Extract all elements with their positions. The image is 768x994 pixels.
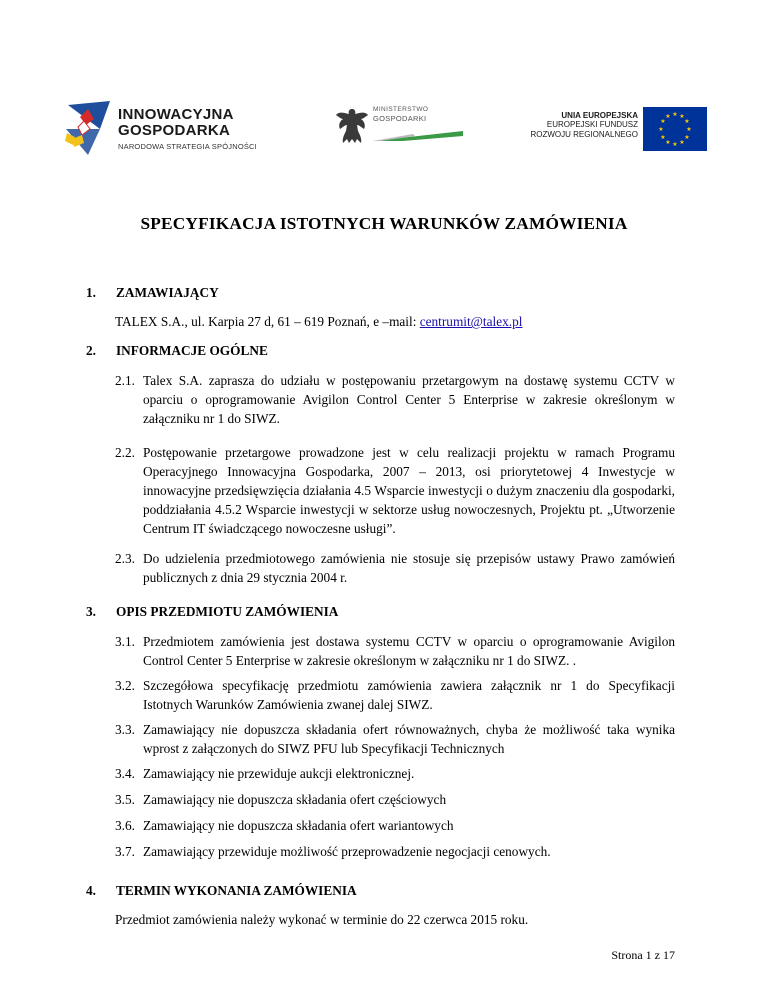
eu-logo-text — [530, 111, 638, 140]
item-text: Do udzielenia przedmiotowego zamówienia nie stosuje się przepisów ustawy Prawo zamówień publicznych z dnia 29 stycznia 2004 r. — [143, 551, 675, 585]
item-number: 3.3. — [115, 722, 135, 737]
item-text: Zamawiający przewiduje możliwość przeprowadzenie negocjacji cenowych. — [143, 844, 551, 859]
item-number: 2.1. — [115, 373, 135, 388]
section-number: 2. — [86, 343, 96, 358]
item-text: Zamawiający nie dopuszcza składania ofert wariantowych — [143, 818, 454, 833]
ministry-logo — [333, 105, 463, 149]
ig-logo-line1: INNOWACYJNA — [118, 106, 234, 123]
document-title: SPECYFIKACJA ISTOTNYCH WARUNKÓW ZAMÓWIENIA — [140, 214, 628, 233]
item-number: 3.1. — [115, 634, 135, 649]
svg-text:★: ★ — [684, 134, 690, 141]
eu-line1: UNIA EUROPEJSKA — [561, 111, 638, 120]
section-heading-text: TERMIN WYKONANIA ZAMÓWIENIA — [116, 883, 357, 898]
list-item — [115, 676, 675, 714]
list-item — [115, 790, 675, 809]
item-number: 3.7. — [115, 844, 135, 859]
company-address: TALEX S.A., ul. Karpia 27 d, 61 – 619 Poznań, e –mail: — [115, 314, 420, 329]
eu-line3: ROZWOJU REGIONALNEGO — [530, 130, 638, 139]
ministry-stripe-icon — [373, 127, 463, 141]
item-text: Zamawiający nie przewiduje aukcji elektronicznej. — [143, 766, 415, 781]
section-heading-text: ZAMAWIAJĄCY — [116, 285, 219, 300]
svg-text:★: ★ — [660, 118, 666, 125]
header-logos — [0, 95, 768, 165]
item-number: 3.6. — [115, 818, 135, 833]
item-text: Szczegółowa specyfikację przedmiotu zamówienia zawiera załącznik nr 1 do Specyfikacji Istotnych Warunków Zamówienia zwanej dalej SIWZ. — [143, 678, 675, 712]
list-item — [115, 720, 675, 758]
svg-text:★: ★ — [665, 113, 671, 120]
item-text: Postępowanie przetargowe prowadzone jest w celu realizacji projektu w ramach Programu Operacyjnego Innowacyjna Gospodarka, 2007 – 2013, osi priorytetowej 4 Inwestycje w innowacyjne przedsięwzięcia działania 4.5 Wsparcie inwestycji o dużym znaczeniu dla gospodarki, poddziałania 4.5.2 Wsparcie inwestycji w sektorze usług nowoczesnych, Projektu pt. „Utworzenie Centrum IT świadczącego nowoczesne usługi”. — [143, 445, 675, 536]
polish-eagle-icon — [333, 105, 371, 149]
section-4-heading — [86, 883, 357, 899]
section-heading-text: OPIS PRZEDMIOTU ZAMÓWIENIA — [116, 604, 339, 619]
svg-text:★: ★ — [686, 126, 692, 133]
svg-text:★: ★ — [684, 118, 690, 125]
svg-text:★: ★ — [658, 126, 664, 133]
list-item — [115, 764, 675, 783]
termin-text: Przedmiot zamówienia należy wykonać w terminie do 22 czerwca 2015 roku. — [115, 912, 529, 927]
item-text: Zamawiający nie dopuszcza składania ofert częściowych — [143, 792, 447, 807]
item-number: 3.5. — [115, 792, 135, 807]
item-text: Przedmiotem zamówienia jest dostawa systemu CCTV w oparciu o oprogramowanie Avigilon Control Center 5 Enterprise w zakresie określonym w załączniku nr 1 do SIWZ. . — [143, 634, 675, 668]
list-item — [115, 816, 675, 835]
ministry-line1: MINISTERSTWO — [373, 106, 429, 113]
list-item — [115, 549, 675, 587]
item-number: 3.4. — [115, 766, 135, 781]
item-text: Zamawiający nie dopuszcza składania ofert równoważnych, chyba że możliwość taka wynika wprost z załączonych do SIWZ PFU lub Specyfikacji Technicznych — [143, 722, 675, 756]
zamawiajacy-details — [115, 312, 675, 331]
list-item — [115, 632, 675, 670]
svg-text:★: ★ — [665, 139, 671, 146]
eu-line2: EUROPEJSKI FUNDUSZ — [546, 120, 638, 129]
list-item — [115, 443, 675, 538]
item-number: 2.3. — [115, 551, 135, 566]
svg-text:★: ★ — [660, 134, 666, 141]
list-item — [115, 371, 675, 428]
section-2-heading — [86, 343, 268, 359]
svg-text:★: ★ — [672, 111, 678, 118]
svg-text:★: ★ — [679, 113, 685, 120]
svg-text:★: ★ — [672, 141, 678, 148]
section-heading-text: INFORMACJE OGÓLNE — [116, 343, 268, 358]
eu-flag-icon — [643, 107, 707, 151]
section-number: 1. — [86, 285, 96, 300]
svg-text:★: ★ — [679, 139, 685, 146]
section-1-heading — [86, 285, 219, 301]
email-link[interactable]: centrumit@talex.pl — [419, 314, 523, 329]
list-item — [115, 842, 675, 861]
page-number: Strona 1 z 17 — [611, 948, 675, 962]
item-text: Talex S.A. zaprasza do udziału w postępowaniu przetargowym na dostawę systemu CCTV w oparciu o oprogramowanie Avigilon Control Center 5 Enterprise w zakresie określonym w załączniku nr 1 do SIWZ. — [143, 373, 675, 426]
section-3-heading — [86, 604, 338, 620]
item-number: 2.2. — [115, 445, 135, 460]
ig-star-logo-icon — [62, 99, 112, 157]
section-number: 4. — [86, 883, 96, 898]
item-number: 3.2. — [115, 678, 135, 693]
ig-logo-line2: GOSPODARKA — [118, 122, 231, 139]
section-number: 3. — [86, 604, 96, 619]
innowacyjna-gospodarka-logo — [62, 99, 292, 157]
ministry-line2: GOSPODARKI — [373, 114, 427, 123]
ig-logo-line3: NARODOWA STRATEGIA SPÓJNOŚCI — [118, 142, 257, 151]
